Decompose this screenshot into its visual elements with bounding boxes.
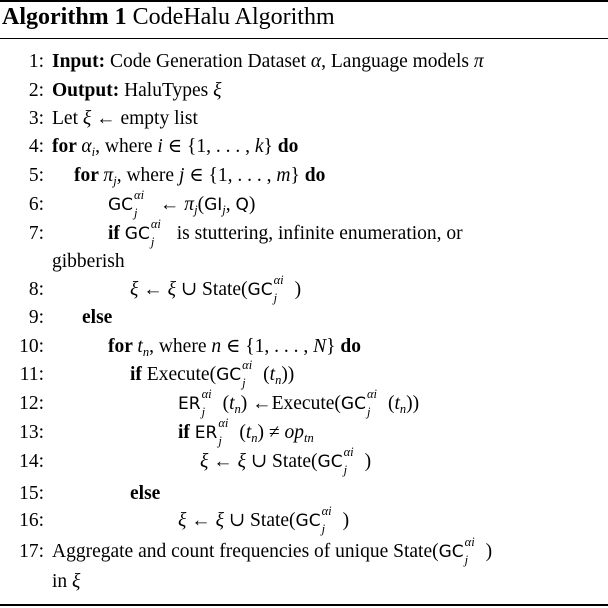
text: ) ≠: [257, 422, 285, 443]
superscript: αi: [366, 387, 377, 401]
text: )): [406, 393, 420, 414]
text: (: [197, 194, 205, 215]
text: ): [342, 510, 350, 531]
text: ←: [138, 279, 168, 300]
line-content: [52, 568, 80, 596]
line-number: 17:: [19, 541, 44, 562]
variable: GC: [124, 224, 150, 244]
script-pair: [321, 504, 343, 536]
line-content: [52, 133, 298, 161]
bottom-rule: [0, 604, 608, 606]
line-content: [52, 77, 222, 105]
text: ∈ {1, . . . ,: [184, 165, 277, 186]
script-pair: [133, 188, 155, 220]
math-symbol: ξ: [178, 510, 187, 531]
variable: ER: [178, 394, 201, 414]
subscript: j: [242, 376, 246, 390]
keyword: for: [108, 336, 138, 357]
text: ←: [155, 194, 185, 215]
math-symbol: ξ: [215, 510, 224, 531]
variable: GC: [340, 394, 366, 414]
keyword: do: [304, 165, 326, 186]
keyword: else: [82, 307, 113, 328]
math-symbol: t: [229, 393, 235, 414]
line-number: 1:: [28, 51, 44, 72]
text: (: [222, 393, 230, 414]
variable: GI: [204, 195, 223, 215]
math-symbol: π: [473, 51, 484, 72]
keyword: if: [108, 223, 125, 244]
keyword: if: [130, 364, 147, 385]
line-content: [178, 387, 420, 419]
math-symbol: j: [178, 165, 185, 186]
subscript: i: [91, 145, 96, 159]
line-number: 11:: [19, 364, 44, 385]
line-content: [52, 248, 125, 276]
line-content: [52, 105, 198, 133]
superscript: αi: [321, 504, 332, 518]
script-pair: [366, 387, 388, 419]
subscript: j: [343, 463, 348, 477]
math-symbol: α: [81, 136, 92, 157]
subscript: n: [234, 402, 241, 416]
line-number: 9:: [28, 307, 44, 328]
script-pair: [241, 358, 263, 390]
keyword: do: [340, 336, 362, 357]
superscript: αi: [273, 273, 284, 287]
text: ∈ {1, . . . ,: [162, 136, 255, 157]
variable: ER: [194, 423, 218, 443]
superscript: αi: [134, 188, 145, 202]
keyword: if: [178, 422, 195, 443]
text: ): [485, 541, 493, 562]
line-number: 15:: [19, 483, 44, 504]
math-symbol: π: [103, 165, 114, 186]
line-number: 5:: [28, 165, 44, 186]
text: (: [263, 364, 270, 385]
superscript: αi: [464, 535, 475, 549]
variable: GC: [247, 280, 273, 300]
math-symbol: ξ: [130, 279, 139, 300]
line-content: [178, 416, 314, 448]
math-symbol: N: [313, 336, 327, 357]
subscript: j: [222, 203, 226, 217]
subscript: n: [399, 402, 407, 416]
subscript: j: [134, 206, 138, 220]
subscript: j: [366, 405, 371, 419]
keyword: Input:: [52, 51, 106, 72]
text: ← empty list: [91, 108, 198, 129]
line-content: [130, 358, 295, 390]
math-symbol: ξ: [237, 451, 246, 472]
subscript: n: [275, 373, 282, 387]
math-symbol: i: [157, 136, 163, 157]
math-symbol: t: [245, 422, 252, 443]
line-number: 3:: [28, 108, 44, 129]
text: , where: [116, 165, 179, 186]
line-number: 6:: [28, 194, 44, 215]
text: ∪ State(: [245, 451, 318, 472]
variable: GC: [438, 542, 464, 562]
math-symbol: ξ: [213, 80, 222, 101]
text: , where: [95, 136, 158, 157]
text: }: [290, 165, 305, 186]
line-content: [108, 217, 463, 249]
line-content: [130, 273, 302, 305]
subscript: j: [113, 174, 117, 188]
text: in: [52, 571, 73, 592]
math-symbol: ξ: [167, 279, 176, 300]
line-number: 10:: [19, 336, 44, 357]
script-pair: [464, 535, 486, 567]
line-content: [108, 188, 256, 220]
text: ←: [208, 451, 238, 472]
text: )): [281, 364, 295, 385]
text: (: [239, 422, 246, 443]
line-content: [178, 504, 350, 536]
line-number: 16:: [19, 510, 44, 531]
text: Execute(: [146, 364, 217, 385]
text: ): [248, 194, 256, 215]
subscript: j: [273, 291, 278, 305]
text: }: [326, 336, 341, 357]
superscript: αi: [242, 358, 253, 372]
subscript: n: [251, 431, 258, 445]
text: , Language models: [321, 51, 474, 72]
text: is stuttering, infinite enumeration, or: [171, 223, 463, 244]
keyword: for: [74, 165, 104, 186]
line-content: [74, 162, 325, 190]
line-content: [108, 333, 361, 361]
text: ∪ State(: [175, 279, 248, 300]
text: gibberish: [52, 251, 125, 272]
text: ,: [225, 194, 236, 215]
math-symbol: op: [284, 422, 304, 443]
math-symbol: m: [276, 165, 291, 186]
superscript: αi: [343, 445, 354, 459]
script-pair: [150, 217, 172, 249]
math-symbol: α: [310, 51, 322, 72]
line-content: [52, 535, 493, 567]
line-content: [130, 480, 160, 508]
subscript: n: [142, 345, 150, 359]
text: Let: [52, 108, 83, 129]
variable: GC: [216, 365, 242, 385]
subscript: j: [464, 553, 469, 567]
script-pair: [201, 387, 223, 419]
math-symbol: t: [394, 393, 400, 414]
math-symbol: ξ: [200, 451, 209, 472]
superscript: αi: [218, 416, 229, 430]
math-symbol: n: [211, 336, 222, 357]
text: ): [294, 279, 302, 300]
subscript: j: [150, 235, 155, 249]
script-pair: [273, 273, 295, 305]
line-content: [82, 304, 112, 332]
caption-rule: [0, 38, 608, 39]
subscript: j: [218, 434, 222, 448]
math-symbol: t: [137, 336, 143, 357]
line-number: 13:: [19, 422, 44, 443]
line-content: [200, 445, 372, 477]
variable: GC: [108, 195, 134, 215]
subscript: tn: [303, 431, 314, 445]
math-symbol: π: [184, 194, 195, 215]
line-number: 12:: [19, 393, 44, 414]
keyword: Output:: [52, 80, 120, 101]
keyword: for: [52, 136, 82, 157]
math-symbol: k: [254, 136, 264, 157]
keyword: else: [130, 483, 161, 504]
variable: Q: [235, 195, 249, 215]
text: ←: [186, 510, 216, 531]
keyword: do: [277, 136, 299, 157]
line-number: 4:: [28, 136, 44, 157]
variable: GC: [295, 511, 321, 531]
algorithm-name: CodeHalu Algorithm: [132, 4, 335, 30]
math-symbol: ξ: [82, 108, 92, 129]
line-number: 8:: [28, 279, 44, 300]
subscript: j: [201, 405, 206, 419]
superscript: αi: [201, 387, 212, 401]
text: Code Generation Dataset: [105, 51, 311, 72]
math-symbol: t: [269, 364, 276, 385]
text: }: [263, 136, 278, 157]
text: ) ←Execute(: [240, 393, 341, 414]
script-pair: [343, 445, 365, 477]
subscript: j: [194, 203, 198, 217]
text: ∈ {1, . . . ,: [221, 336, 314, 357]
math-symbol: ξ: [72, 571, 81, 592]
line-number: 7:: [28, 223, 44, 244]
algorithm-caption: [2, 4, 335, 31]
text: ∪ State(: [223, 510, 296, 531]
variable: GC: [317, 452, 343, 472]
superscript: αi: [150, 217, 161, 231]
top-rule: [0, 0, 608, 2]
line-content: [52, 48, 484, 76]
line-number: 2:: [28, 80, 44, 101]
text: (: [387, 393, 395, 414]
text: ): [364, 451, 372, 472]
subscript: j: [321, 522, 326, 536]
script-pair: [217, 416, 239, 448]
text: , where: [149, 336, 212, 357]
line-number: 14:: [19, 451, 44, 472]
text: HaluTypes: [119, 80, 214, 101]
text: Aggregate and count frequencies of unique State(: [52, 541, 439, 562]
algorithm-label: Algorithm 1: [2, 4, 127, 30]
